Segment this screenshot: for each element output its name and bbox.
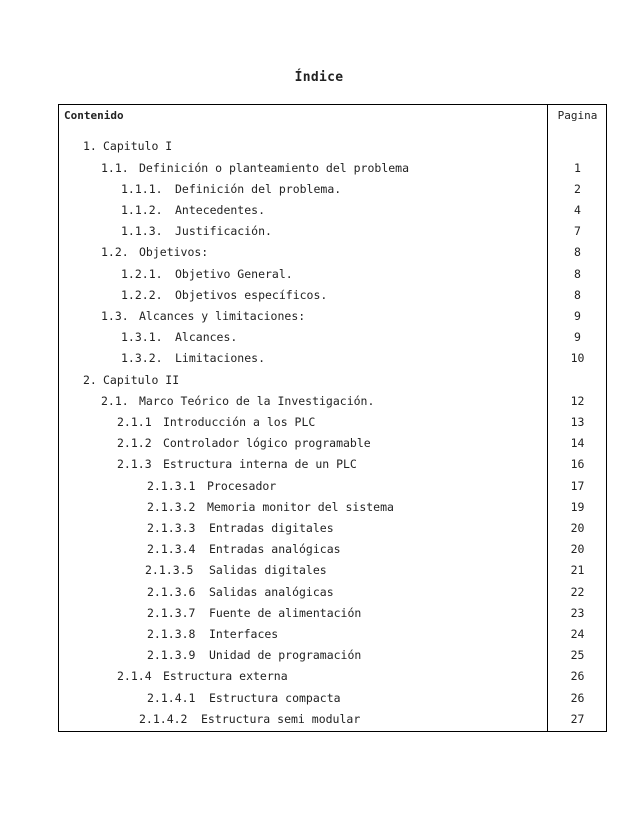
toc-number: 1. bbox=[83, 139, 97, 153]
toc-page: 26 bbox=[570, 691, 585, 705]
toc-number: 2.1.4 bbox=[117, 669, 152, 683]
toc-page: 2 bbox=[574, 182, 581, 196]
toc-number: 2.1.3.9 bbox=[147, 648, 196, 662]
toc-page: 20 bbox=[570, 521, 585, 535]
toc-entry bbox=[101, 392, 374, 410]
toc-entry bbox=[121, 222, 272, 240]
toc-page: 8 bbox=[574, 288, 581, 302]
toc-page: 9 bbox=[574, 330, 581, 344]
toc-text: Estructura compacta bbox=[209, 691, 341, 705]
toc-entry bbox=[147, 646, 361, 664]
toc-text: Antecedentes. bbox=[175, 203, 266, 217]
toc-entry bbox=[145, 561, 327, 579]
toc-row bbox=[59, 625, 606, 643]
toc-row bbox=[59, 328, 606, 346]
toc-number: 2.1.3.8 bbox=[147, 627, 196, 641]
toc-row bbox=[59, 243, 606, 261]
toc-number: 2.1.1 bbox=[117, 415, 152, 429]
toc-row bbox=[59, 349, 606, 367]
toc-page: 9 bbox=[574, 309, 581, 323]
toc-text: Objetivos específicos. bbox=[175, 288, 328, 302]
toc-number: 2.1.3.3 bbox=[147, 521, 196, 535]
toc-number: 1.2.1. bbox=[121, 267, 163, 281]
toc-text: Capitulo II bbox=[103, 373, 180, 387]
toc-page: 24 bbox=[570, 627, 585, 641]
toc-row bbox=[59, 159, 606, 177]
toc-entry bbox=[121, 265, 293, 283]
toc-row bbox=[59, 265, 606, 283]
toc-text: Controlador lógico programable bbox=[163, 436, 371, 450]
toc-page: 27 bbox=[570, 712, 585, 726]
toc-number: 2.1.3 bbox=[117, 457, 152, 471]
toc-text: Fuente de alimentación bbox=[209, 606, 362, 620]
toc-number: 1.1.2. bbox=[121, 203, 163, 217]
toc-row bbox=[59, 222, 606, 240]
toc-page: 23 bbox=[570, 606, 585, 620]
toc-text: Estructura externa bbox=[163, 669, 288, 683]
toc-row bbox=[59, 583, 606, 601]
toc-page: 21 bbox=[570, 563, 585, 577]
toc-row bbox=[59, 604, 606, 622]
toc-row bbox=[59, 392, 606, 410]
toc-text: Marco Teórico de la Investigación. bbox=[139, 394, 375, 408]
toc-row bbox=[59, 413, 606, 431]
toc-page: 16 bbox=[570, 457, 585, 471]
toc-number: 2.1.3.2 bbox=[147, 500, 196, 514]
toc-text: Interfaces bbox=[209, 627, 279, 641]
toc-number: 1.3.1. bbox=[121, 330, 163, 344]
toc-entry bbox=[147, 498, 394, 516]
toc-page: 12 bbox=[570, 394, 585, 408]
toc-number: 1.1.3. bbox=[121, 224, 163, 238]
toc-number: 2.1.3.6 bbox=[147, 585, 196, 599]
toc-number: 2. bbox=[83, 373, 97, 387]
toc-text: Introducción a los PLC bbox=[163, 415, 316, 429]
toc-page: 14 bbox=[570, 436, 585, 450]
toc-page: 17 bbox=[570, 479, 585, 493]
toc-number: 2.1.4.2 bbox=[139, 712, 188, 726]
toc-row bbox=[59, 307, 606, 325]
toc-entry bbox=[147, 477, 276, 495]
toc-entry bbox=[121, 201, 265, 219]
toc-row bbox=[59, 201, 606, 219]
toc-row bbox=[59, 519, 606, 537]
toc-entry bbox=[121, 328, 237, 346]
toc-text: Salidas digitales bbox=[209, 563, 327, 577]
document-title: Índice bbox=[294, 70, 344, 85]
toc-entry bbox=[117, 413, 315, 431]
toc-page: 4 bbox=[574, 203, 581, 217]
toc-number: 1.3. bbox=[101, 309, 129, 323]
toc-text: Procesador bbox=[207, 479, 277, 493]
toc-entry bbox=[117, 667, 288, 685]
toc-text: Entradas analógicas bbox=[209, 542, 341, 556]
toc-entry bbox=[139, 710, 360, 728]
toc-row bbox=[59, 498, 606, 516]
toc-page: 7 bbox=[574, 224, 581, 238]
toc-number: 2.1.2 bbox=[117, 436, 152, 450]
toc-text: Entradas digitales bbox=[209, 521, 334, 535]
toc-text: Definición o planteamiento del problema bbox=[139, 161, 410, 175]
toc-text: Estructura interna de un PLC bbox=[163, 457, 357, 471]
toc-page: 10 bbox=[570, 351, 585, 365]
toc-row-capitulo-2 bbox=[59, 371, 606, 389]
toc-row bbox=[59, 540, 606, 558]
toc-number: 2.1.3.7 bbox=[147, 606, 196, 620]
toc-entry bbox=[147, 583, 334, 601]
toc-page: 1 bbox=[574, 161, 581, 175]
toc-entry bbox=[121, 286, 327, 304]
toc-page: 25 bbox=[570, 648, 585, 662]
toc-text: Salidas analógicas bbox=[209, 585, 334, 599]
toc-number: 1.1. bbox=[101, 161, 129, 175]
toc-entry bbox=[101, 159, 409, 177]
toc-page: 20 bbox=[570, 542, 585, 556]
toc-page: 19 bbox=[570, 500, 585, 514]
toc-text: Justificación. bbox=[175, 224, 272, 238]
toc-text: Objetivo General. bbox=[175, 267, 293, 281]
toc-number: 2.1.3.5 bbox=[145, 563, 194, 577]
toc-entry bbox=[83, 137, 172, 155]
toc-text: Memoria monitor del sistema bbox=[207, 500, 394, 514]
toc-number: 2.1.3.1 bbox=[147, 479, 196, 493]
toc-table bbox=[58, 104, 607, 732]
toc-text: Alcances y limitaciones: bbox=[139, 309, 306, 323]
toc-number: 1.3.2. bbox=[121, 351, 163, 365]
toc-entry bbox=[147, 519, 334, 537]
header-content: Contenido bbox=[64, 109, 124, 122]
toc-page: 26 bbox=[570, 669, 585, 683]
toc-text: Limitaciones. bbox=[175, 351, 266, 365]
toc-entry bbox=[117, 455, 357, 473]
toc-row bbox=[59, 689, 606, 707]
toc-text: Estructura semi modular bbox=[201, 712, 361, 726]
toc-text: Alcances. bbox=[175, 330, 238, 344]
toc-row-capitulo-1 bbox=[59, 137, 606, 155]
header-page: Pagina bbox=[557, 109, 598, 122]
toc-entry bbox=[147, 689, 341, 707]
toc-text: Unidad de programación bbox=[209, 648, 362, 662]
toc-page: 8 bbox=[574, 245, 581, 259]
toc-row bbox=[59, 286, 606, 304]
toc-row bbox=[59, 434, 606, 452]
toc-row bbox=[59, 455, 606, 473]
toc-entry bbox=[121, 180, 341, 198]
toc-row bbox=[59, 477, 606, 495]
toc-row bbox=[59, 667, 606, 685]
toc-entry bbox=[147, 625, 278, 643]
toc-entry bbox=[147, 540, 341, 558]
toc-number: 2.1.3.4 bbox=[147, 542, 196, 556]
toc-entry bbox=[147, 604, 361, 622]
toc-entry bbox=[101, 243, 208, 261]
toc-text: Capitulo I bbox=[103, 139, 173, 153]
toc-number: 1.2.2. bbox=[121, 288, 163, 302]
toc-number: 2.1.4.1 bbox=[147, 691, 196, 705]
toc-number: 2.1. bbox=[101, 394, 129, 408]
toc-page: 22 bbox=[570, 585, 585, 599]
toc-entry bbox=[101, 307, 305, 325]
toc-row bbox=[59, 561, 606, 579]
toc-text: Definición del problema. bbox=[175, 182, 342, 196]
toc-number: 1.2. bbox=[101, 245, 129, 259]
toc-text: Objetivos: bbox=[139, 245, 209, 259]
toc-page: 13 bbox=[570, 415, 585, 429]
toc-number: 1.1.1. bbox=[121, 182, 163, 196]
toc-entry bbox=[121, 349, 265, 367]
toc-row bbox=[59, 646, 606, 664]
toc-row bbox=[59, 710, 606, 728]
toc-entry bbox=[117, 434, 371, 452]
toc-page: 8 bbox=[574, 267, 581, 281]
toc-entry bbox=[83, 371, 179, 389]
toc-row bbox=[59, 180, 606, 198]
